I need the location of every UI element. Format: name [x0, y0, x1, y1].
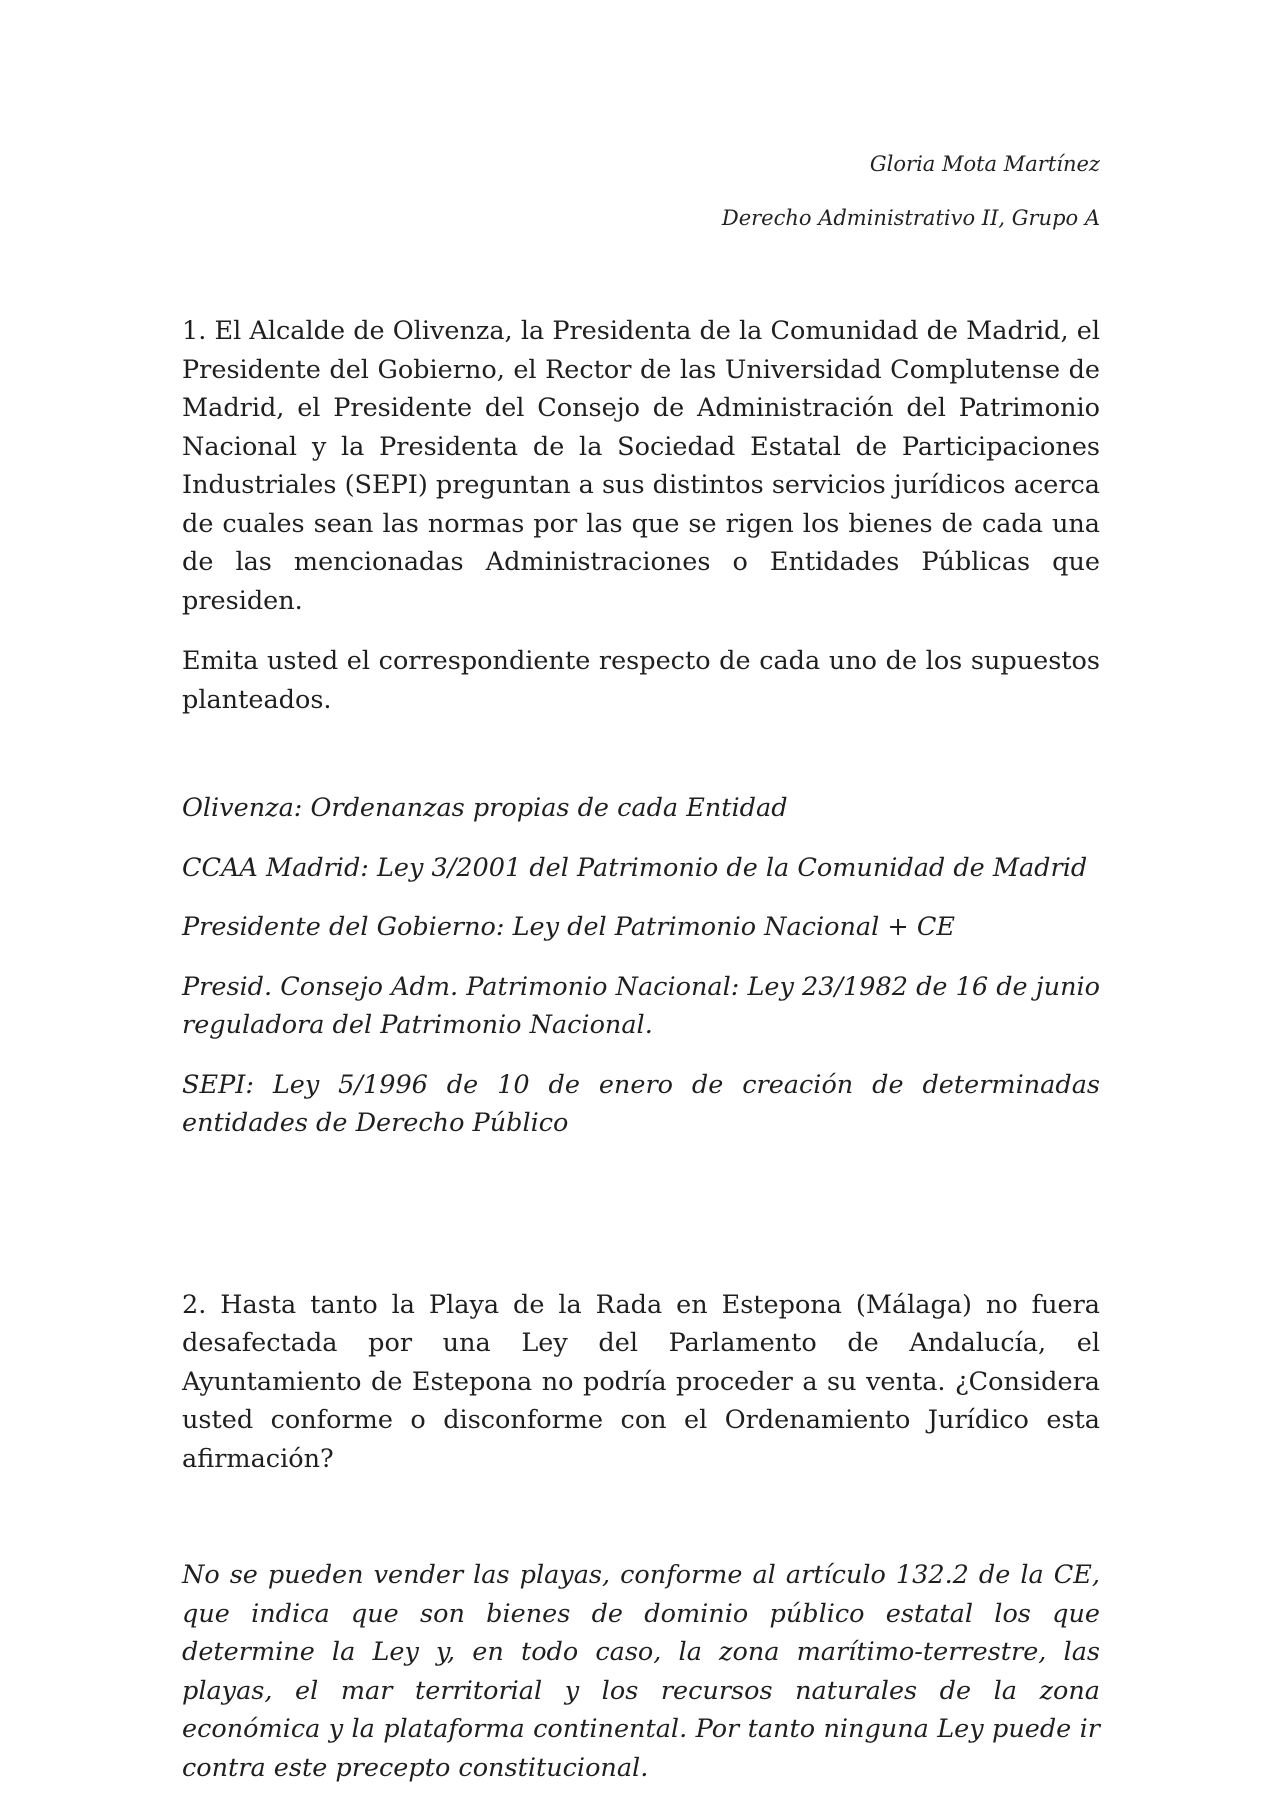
- answer-1-list: [182, 789, 1100, 1143]
- answer-2-text: No se pueden vender las playas, conforme al artículo 132.2 de la CE, que indica que son bienes de dominio público estatal los que determine la Ley y, en todo caso, la zona marítimo-terrestre, las playas, el mar territorial y los recursos naturales de la zona económica y la plataforma continental. Por tanto ninguna Ley puede ir contra este precepto constitucional.: [182, 1560, 1100, 1783]
- question-2-text: 2. Hasta tanto la Playa de la Rada en Estepona (Málaga) no fuera desafectada por una Ley del Parlamento de Andalucía, el Ayuntamiento de Estepona no podría proceder a su venta. ¿Considera usted conforme o disconforme con el Ordenamiento Jurídico esta afirmación?: [182, 1289, 1100, 1474]
- answer-1-item-patrimonio: Presid. Consejo Adm. Patrimonio Nacional: Ley 23/1982 de 16 de junio reguladora del Patrimonio Nacional.: [182, 971, 1100, 1040]
- document-body: [182, 312, 1100, 1787]
- author-name: Gloria Mota Martínez: [869, 152, 1100, 176]
- answer-1-item-gobierno: Presidente del Gobierno: Ley del Patrimonio Nacional + CE: [182, 912, 955, 942]
- question-1-text: 1. El Alcalde de Olivenza, la Presidenta de la Comunidad de Madrid, el Presidente del Gobierno, el Rector de las Universidad Complutense de Madrid, el Presidente del Consejo de Administración del Patrimonio Nacional y la Presidenta de la Sociedad Estatal de Participaciones Industriales (SEPI) preguntan a sus distintos servicios jurídicos acerca de cuales sean las normas por las que se rigen los bienes de cada una de las mencionadas Administraciones o Entidades Públicas que presiden.: [182, 316, 1100, 616]
- answer-1-item-sepi: SEPI: Ley 5/1996 de 10 de enero de creación de determinadas entidades de Derecho Público: [182, 1069, 1100, 1138]
- answer-1-item-olivenza: Olivenza: Ordenanzas propias de cada Entidad: [182, 793, 788, 823]
- document-header: [722, 150, 1100, 258]
- course-name: Derecho Administrativo II, Grupo A: [721, 206, 1100, 230]
- question-1-instruction: Emita usted el correspondiente respecto de cada uno de los supuestos planteados.: [182, 646, 1100, 715]
- answer-1-item-madrid: CCAA Madrid: Ley 3/2001 del Patrimonio de la Comunidad de Madrid: [182, 852, 1088, 883]
